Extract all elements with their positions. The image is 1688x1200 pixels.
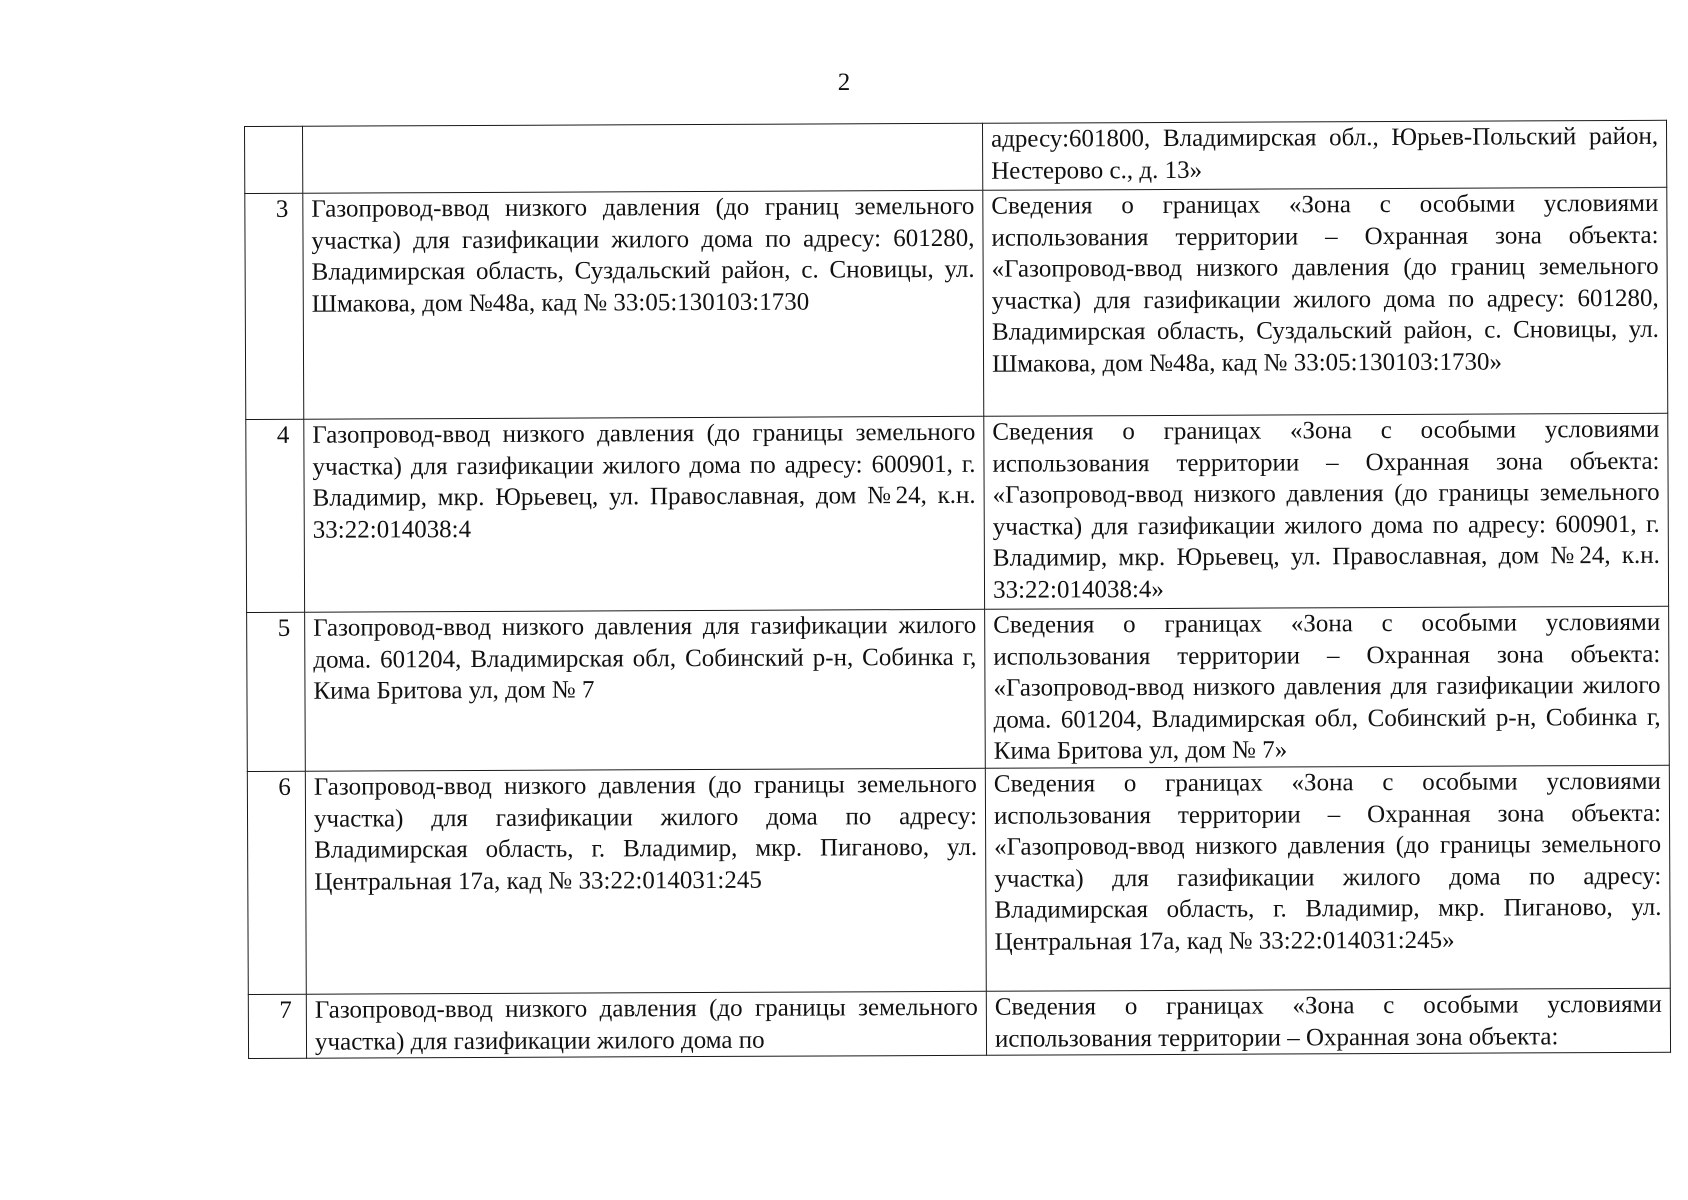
table-row [247,606,1670,771]
boundary-info-cell: Сведения о границах «Зона с особыми условиями использования территории – Охранная зона объекта: «Газопровод-ввод низкого давления (до границы земельного участка) для газификации жилого дома по адресу: Владимирская область, г. Владимир, мкр. Пиганово, ул. Центральная 17а, кад № 33:22:014031:245» [985,765,1670,991]
page-number: 2 [837,69,851,96]
boundary-info-cell: адресу:601800, Владимирская обл., Юрьев-Польский район, Нестерово с., д. 13» [982,120,1666,190]
object-cell: Газопровод-ввод низкого давления для газификации жилого дома. 601204, Владимирская обл, Собинский р-н, Собинка г, Кима Бритова ул, дом № 7 [305,609,986,771]
boundary-info-cell: Сведения о границах «Зона с особыми условиями использования территории – Охранная зона объекта: «Газопровод-ввод низкого давления для газификации жилого дома. 601204, Владимирская обл, Собинский р-н, Собинка г, Кима Бритова ул, дом № 7» [985,606,1670,768]
row-number: 5 [247,612,306,771]
object-cell [303,123,983,193]
object-cell: Газопровод-ввод низкого давления (до границы земельного участка) для газификации жилого дома по адресу: 600901, г. Владимир, мкр. Юрьевец, ул. Православная, дом №24, к.н. 33:22:014038:4 [304,416,985,612]
boundary-info-cell: Сведения о границах «Зона с особыми условиями использования территории – Охранная зона объекта: «Газопровод-ввод низкого давления (до границ земельного участка) для газификации жилого дома по адресу: 601280, Владимирская область, Суздальский район, с. Сновицы, ул. Шмакова, дом №48а, кад № 33:05:130103:1730» [983,187,1668,416]
row-number: 3 [245,193,304,419]
boundaries-table [244,120,1671,1059]
table-row [245,187,1668,419]
row-number: 4 [246,419,305,612]
object-cell: Газопровод-ввод низкого давления (до границы земельного участка) для газификации жилого дома по [306,991,986,1058]
row-number [245,126,303,193]
boundary-info-cell: Сведения о границах «Зона с особыми условиями использования территории – Охранная зона объекта: «Газопровод-ввод низкого давления (до границы земельного участка) для газификации жилого дома по адресу: 600901, г. Владимир, мкр. Юрьевец, ул. Православная, дом №24, к.н. 33:22:014038:4» [984,413,1669,609]
table-row [246,413,1669,612]
object-cell: Газопровод-ввод низкого давления (до границ земельного участка) для газификации жилого дома по адресу: 601280, Владимирская область, Суздальский район, с. Сновицы, ул. Шмакова, дом №48а, кад № 33:05:130103:1730 [303,190,984,419]
table-row [245,120,1667,193]
row-number: 6 [247,771,306,994]
boundary-info-cell: Сведения о границах «Зона с особыми условиями использования территории – Охранная зона объекта: [986,988,1670,1055]
object-cell: Газопровод-ввод низкого давления (до границы земельного участка) для газификации жилого дома по адресу: Владимирская область, г. Владимир, мкр. Пиганово, ул. Центральная 17а, кад № 33:22:014031:245 [305,768,986,994]
table-row [248,988,1670,1058]
table-row [247,765,1670,994]
row-number: 7 [248,994,306,1058]
